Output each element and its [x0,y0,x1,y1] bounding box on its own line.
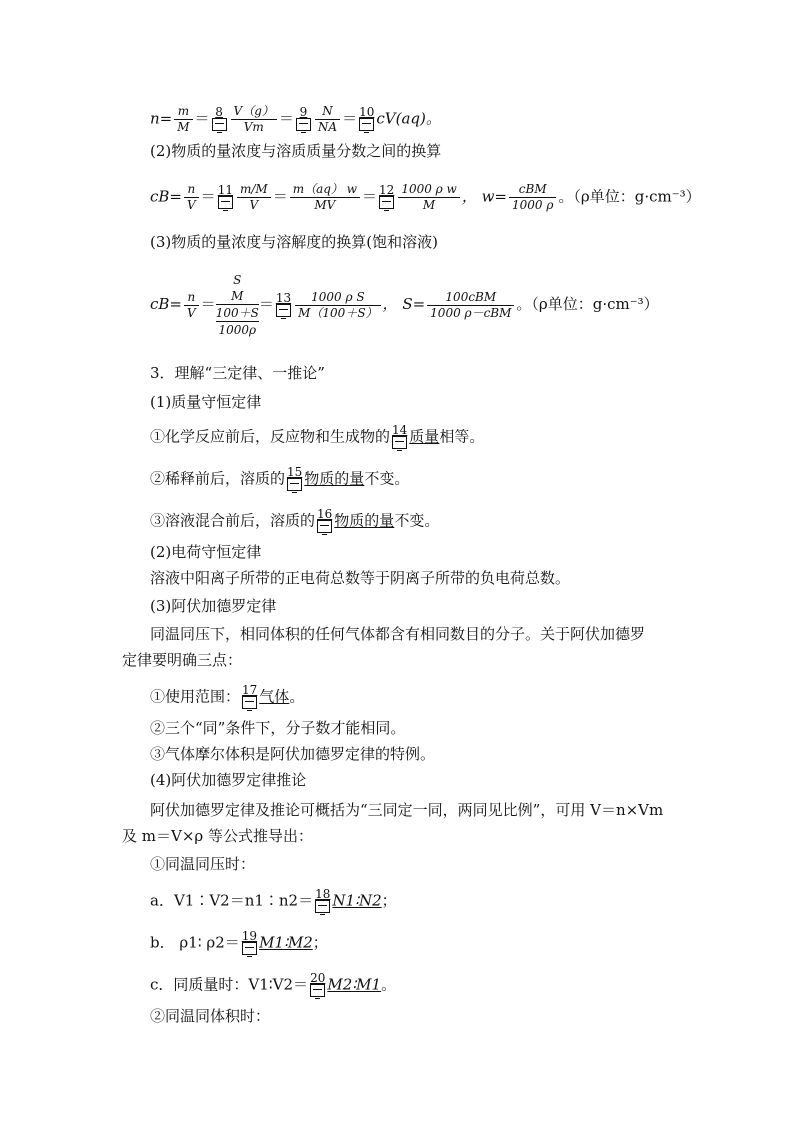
answer-blank: 15 [287,466,302,493]
law-4-text-cont: 及 m＝V×ρ 等公式推导出： [122,827,313,845]
answer-blank: 8 [212,106,227,133]
answer-blank: 9 [296,106,311,133]
formula-n: n= $\frac{m}{M}$ ＝ 8 $\frac{V(g)}{Vm}$ ＝ 9 $\frac{N}{NA}$ ＝ 10 cV(aq)。 [150,104,441,134]
law-1-item: ②稀释前后，溶质的 15 物质的量不变。 [150,466,409,493]
answer-blank: 19 [242,930,257,957]
condition-1-item: a．V1∶V2＝n1∶n2＝ 18 N1∶N2； [150,888,397,915]
fraction: $\frac{V(g)}{Vm}$ [231,104,277,135]
law-1-item: ①化学反应前后，反应物和生成物的 14 质量相等。 [150,424,484,451]
answer-blank: 18 [315,888,330,915]
answer-blank: 20 [310,972,325,999]
law-3-item: ②三个“同”条件下，分子数才能相同。 [150,719,406,737]
fraction: $\frac{n}{V}$ [184,182,199,213]
law-1-item: ③溶液混合前后，溶质的 16 物质的量不变。 [150,508,439,535]
law-3-text-cont: 定律要明确三点： [122,651,243,669]
answer-blank: 13 [276,292,291,319]
fraction: $\frac{m}{M}$ [174,104,192,135]
heading-3: (3)物质的量浓度与溶解度的换算(饱和溶液) [150,233,438,251]
answer-blank: 17 [242,684,257,711]
law-3-item: ③气体摩尔体积是阿伏加德罗定律的特例。 [150,745,436,763]
fraction: $\frac{m/M}{V}$ [237,182,271,213]
answer-blank: 10 [359,106,374,133]
condition-2-title: ②同温同体积时： [150,1007,271,1025]
law-4-title: (4)阿伏加德罗定律推论 [150,771,307,789]
law-4-text: 阿伏加德罗定律及推论可概括为“三同定一同，两同见比例”，可用 V＝n×Vm [150,801,664,819]
law-2-title: (2)电荷守恒定律 [150,543,262,561]
condition-1-item: c．同质量时：V1∶V2＝ 20 M2∶M1。 [150,972,396,999]
answer-blank: 11 [218,184,233,211]
law-3-title: (3)阿伏加德罗定律 [150,597,277,615]
law-2-text: 溶液中阳离子所带的正电荷总数等于阴离子所带的负电荷总数。 [150,569,571,587]
fraction: $\frac{N}{NA}$ [315,104,340,135]
fraction: $\frac{m(aq) w}{MV}$ [290,182,360,213]
answer-blank: 12 [379,184,394,211]
formula-cb-w: cB= $\frac{n}{V}$ ＝ 11 $\frac{m/M}{V}$ ＝ $\frac{m(aq) w}{MV}$ ＝ 12 $\frac{\text{1000 ρ w}}{M}$ ， w= $\frac{\text{cBM}}{1000 \rho}$ 。（ρ单位：g·cm⁻³） [150,182,701,212]
answer-blank: 16 [317,508,332,535]
compound-fraction: S M 100＋S 1000ρ [215,273,259,337]
heading-2: (2)物质的量浓度与溶质质量分数之间的换算 [150,142,442,160]
law-3-text: 同温同压下，相同体积的任何气体都含有相同数目的分子。关于阿伏加德罗 [150,625,646,643]
fraction: $\frac{n}{V}$ [184,290,199,321]
fraction: $\frac{\text{100cBM}}{\text{1000 ρ－cBM}}$ [427,290,514,321]
condition-1-item: b． ρ1∶ ρ2＝ 19 M1∶M2； [150,930,328,957]
section-3-title: 3．理解“三定律、一推论” [150,364,325,382]
law-3-item: ①使用范围： 17 气体。 [150,684,304,711]
fraction: $\frac{\text{1000 ρ w}}{M}$ [398,182,460,213]
fraction: $\frac{\text{1000 ρ S}}{M(100+S)}$ [295,290,380,321]
formula-cb-s: cB= $\frac{n}{V}$ ＝ S M 100＋S 1000ρ ＝ 13 $\frac{\text{1000 ρ S}}{M(100+S)}$ ， S= $\frac{\text{100cBM}}{\text{1000 ρ－cBM}}$ 。（ρ单位：g·cm⁻³） [150,273,659,337]
condition-1-title: ①同温同压时： [150,855,256,873]
answer-blank: 14 [392,424,407,451]
law-1-title: (1)质量守恒定律 [150,393,262,411]
fraction: $\frac{\text{cBM}}{1000 \rho}$ [509,182,556,213]
